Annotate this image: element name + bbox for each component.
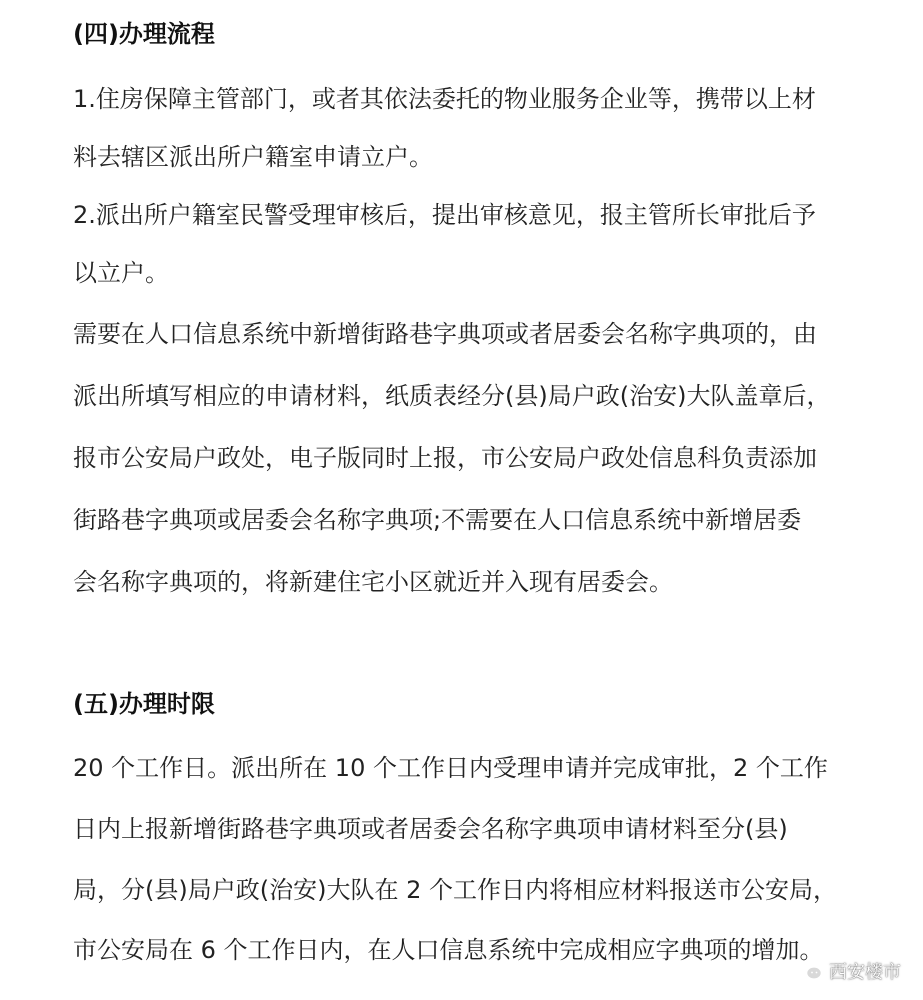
procedure-line-6: 派出所填写相应的申请材料，纸质表经分(县)局户政(治安)大队盖章后， [73,382,831,410]
wechat-icon [797,960,823,982]
time-limit-line-2: 日内上报新增街路巷字典项或者居委会名称字典项申请材料至分(县) [73,815,788,843]
section-heading-procedure: (四)办理流程 [73,20,215,48]
time-limit-line-4: 市公安局在 6 个工作日内，在人口信息系统中完成相应字典项的增加。 [73,936,824,964]
procedure-line-5: 需要在人口信息系统中新增街路巷字典项或者居委会名称字典项的，由 [73,320,817,348]
procedure-line-7: 报市公安局户政处，电子版同时上报，市公安局户政处信息科负责添加 [73,444,817,472]
watermark-text: 西安楼市 [829,962,901,983]
procedure-line-8: 街路巷字典项或居委会名称字典项;不需要在人口信息系统中新增居委 [73,506,802,534]
procedure-line-9: 会名称字典项的，将新建住宅小区就近并入现有居委会。 [73,568,673,596]
procedure-line-4: 以立户。 [73,259,169,287]
procedure-line-3: 2.派出所户籍室民警受理审核后，提出审核意见，报主管所长审批后予 [73,201,816,229]
procedure-line-2: 料去辖区派出所户籍室申请立户。 [73,143,433,171]
procedure-line-1: 1.住房保障主管部门，或者其依法委托的物业服务企业等，携带以上材 [73,85,816,113]
section-heading-time-limit: (五)办理时限 [73,690,215,718]
time-limit-line-3: 局，分(县)局户政(治安)大队在 2 个工作日内将相应材料报送市公安局， [73,876,837,904]
time-limit-line-1: 20 个工作日。派出所在 10 个工作日内受理申请并完成审批，2 个工作 [73,754,828,782]
watermark [797,958,901,984]
